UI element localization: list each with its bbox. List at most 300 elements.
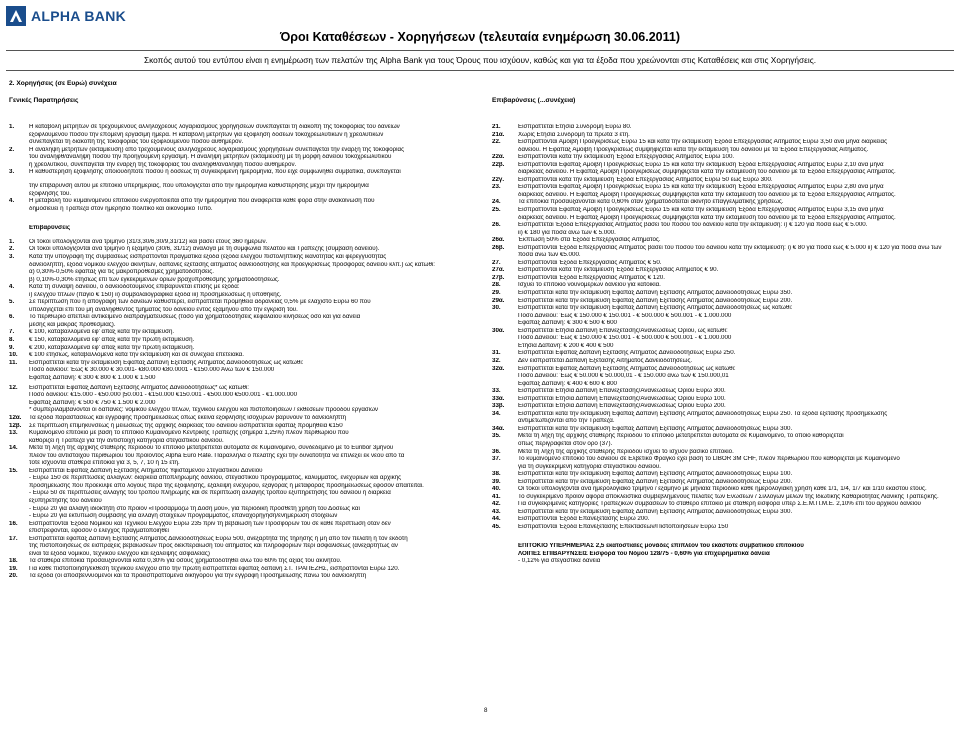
term-text: εξόφλησής του. <box>29 190 72 197</box>
term-row <box>9 475 483 483</box>
term-number: 43. <box>492 508 501 515</box>
term-text: Τα έξοδα (οι αποσβεννυόμενοι και τα προεισπραττόμενα δικηγόρου για την εγγραφή Προσημείωσης πάνω του δανειολήπτη <box>29 573 367 580</box>
term-text: Εισπράττονται Εφάπαξ Αμοιβή Προεγκρίσεως Ευρώ 15 και κατά την εκταμίευση Έξοδα Επεξεργασίας Αιτήματος Ευρώ 2,10 ανά μήνα <box>518 161 884 168</box>
term-text: Μετά τη λήξη της αρχικής σταθερής περιόδου το επιτόκιο μετατρέπεται αυτόματα σε Κυμαινόμενο, συνδεδεμένο με το Euribor 3μήνου <box>29 445 394 452</box>
term-text: εξυπηρέτησης του δανείου <box>29 497 102 504</box>
term-row <box>492 267 954 275</box>
term-row <box>9 543 483 551</box>
term-text: Ποσό Δανείου: Έως € 150.000 € 150.001 - € 500.000 € 500.001 - € 1.000.000 <box>518 335 732 342</box>
term-number: 19. <box>9 565 18 572</box>
divider-top <box>6 50 954 51</box>
term-text: € 100 ετησίως, καταβαλλόμενα κατά την εκταμίευση και σε συνέχεια επετειακά. <box>29 352 244 359</box>
term-number: 16. <box>9 520 18 527</box>
term-row <box>492 320 954 328</box>
term-row <box>492 486 954 494</box>
term-text: - 0,12% για στεγαστικά δάνεια <box>518 558 601 565</box>
term-text: Οι τόκοι υπολογίζονται ανά τρίμηνο ή εξάμηνο (30/6, 31/12) ανάλογα με τη συμφωνία πελάτου και Τραπέζης (σύμβαση δανείου). <box>29 246 380 253</box>
alpha-logo-icon <box>6 6 26 26</box>
term-row <box>492 471 954 479</box>
section-title: 2. Χορηγήσεις (σε Ευρώ) συνέχεια <box>9 80 117 87</box>
term-number: 21. <box>492 124 501 130</box>
term-text: δημοσιεύει η Τράπεζα στον ημερήσιο πολιτικό και οικονομικό Τύπο. <box>29 205 213 212</box>
term-text: ii) € 180 για ποσά άνω των € 5.000. <box>518 229 616 236</box>
term-text: διάρκειας δανείου. Η Εφάπαξ Αμοιβή Προεγκρίσεως συμψηφίζεται κατά την εκταμίευση του δανείου με τα Έξοδα Επεξεργασίας Αιτήματος. <box>518 169 896 176</box>
term-text: Τα επιτόκια προσαυξάνονται κατά 0,60% όταν χρηματοδοτείται ακίνητο επαγγελματικής χρήσεως. <box>518 199 784 206</box>
term-text: Εισπράττεται Ετήσια Δαπάνη Επανεξέτασης/Ανανεώσεως Ορίου, ως κάτωθι: <box>518 327 728 334</box>
term-text: Έκπτωση 50% στα Έξοδα Επεξεργασίας Αιτήματος. <box>518 237 661 244</box>
term-text: Εισπράττεται Ετήσια Δαπάνη Επανεξέτασης/Ανανεώσεως Ορίου Ευρώ 300. <box>518 388 726 395</box>
term-row <box>9 198 483 206</box>
brand-name: ALPHA BANK <box>31 8 127 24</box>
term-text: Κυμαινόμενο επιτόκιο με βάση το επιτόκιο Κυμαινόμενο Κεντρικής Τραπέζης (σήμερα 1,25%) πλέον περιθωρίου που <box>29 430 349 437</box>
term-text: β) 0,10%-0,30% ετησίως επί των εγκεκριμένων ορίων βραχυπρόθεσμης χρηματοδοτήσεως. <box>29 276 280 283</box>
term-number: 33. <box>492 388 501 395</box>
term-row <box>492 222 954 230</box>
term-row <box>9 415 483 423</box>
term-row <box>492 139 954 147</box>
term-number: 27β. <box>492 274 505 281</box>
term-text: Εισπράττεται Ετήσια Δαπάνη Επανεξέτασης/Ανανεώσεως Ορίου Ευρώ 100. <box>518 395 726 402</box>
term-number: 5. <box>9 299 15 306</box>
term-number: 18. <box>9 558 18 565</box>
term-text: Τα έξοδα παραστάσεως και εγγραφής προσημειώσεως όπως εκείνα εξόφλησης ισόχυρων βαρύνουν το δανειολήπτη <box>29 414 347 421</box>
term-text: αντιμετωπίζονται από την Τράπεζα. <box>518 418 615 425</box>
term-row <box>9 400 483 408</box>
term-text: - Ευρώ 150 σε περιπτώσεις αλλαγών: διάρκεια αποπληρωμής δανείου, στεγαστικού προγράμματος, καλύμματος, ενεχυρίων και αρχικής <box>29 475 402 482</box>
term-row <box>9 225 483 239</box>
term-row <box>9 169 483 183</box>
term-text: ή χρεολυτικού, συνεπάγεται την έναρξη της τοκοφορίας του αναληφθ/ανάληψη ποσού αυθημερόν. <box>29 161 297 168</box>
term-text: Εισπράττονται Εφάπαξ Αμοιβή Προεγκρίσεως Ευρώ 15 και κατά την εκταμίευση Έξοδα Επεξεργασίας Αιτήματος Ευρώ 2,80 ανά μήνα <box>518 184 884 191</box>
term-text: Εισπράττεται Ετήσια Δαπάνη Επανεξέτασης/Ανανεώσεως Ορίου Ευρώ 200. <box>518 403 726 410</box>
term-text: Σε περίπτωση επιμηκύνσεως ή μειώσεως της αρχικής διάρκειας του δανείου εισπράττεται εφάπαξ προμήθεια €150 <box>29 422 343 429</box>
term-text: Το περιθώριο απεπλεί αντικείμενο διαπραγματεύσεως (τόσο για χρηματοδοτήσεις κεφαλαίου κινήσεως όσο και για δάνεια <box>29 314 361 321</box>
term-row <box>492 162 954 170</box>
term-row <box>9 438 483 446</box>
term-row <box>9 352 483 360</box>
term-number: 23. <box>492 184 501 191</box>
term-text: i) ελέγχου τίτλων (πάγιο € 150) ii) συμβολαιογραφικά έξοδα iii) προσημειώσεως ή υποθήκης. <box>29 291 282 298</box>
term-number: 26β. <box>492 244 505 251</box>
term-text: Εισπράττεται εφάπαξ Δαπάνη Εξέτασης Αιτήματος Δανειοδοτήσεως Ευρώ 500, ανεξάρτητα της τήρησης ή μη από τον πελάτη ή τον εκδότη <box>29 535 408 542</box>
term-text: Εισπράττεται Έξοδα Επεξεργασίας Αιτήματος βάσει του ποσού του δανείου κατά την εκταμίευση: i) € 120 για ποσά έως € 5.000. <box>518 222 868 229</box>
term-text: Εφάπαξ Δαπάνη: € 500 € 750 € 1.500 € 2.000 <box>29 399 156 406</box>
term-row <box>492 124 954 132</box>
term-text: Εισπράττεται Εφάπαξ Δαπάνη Εξέτασης Αιτήματος Δανειοδοτήσεως Ευρώ 250. <box>518 350 736 357</box>
term-number: 26α. <box>492 237 505 244</box>
term-number: 14. <box>9 445 18 452</box>
term-text: Ετήσια Δαπάνη: € 200 € 400 € 500 <box>518 342 614 349</box>
term-text: Εφάπαξ Δαπάνη: € 400 € 600 € 800 <box>518 380 617 387</box>
term-row <box>492 290 954 298</box>
term-number: 15. <box>9 467 18 474</box>
term-row <box>9 430 483 438</box>
term-text: Εισπράττονται κατά την εκταμίευση Έξοδα Επεξεργασίας Αιτήματος € 90. <box>518 267 719 274</box>
term-text: Το κυμαινόμενο επιτόκιο του δανείου σε Ελβετικό Φράγκο έχει βάση το LIBOR 3Μ CHF, πλέον περιθωρίου που καθορίζεται με Κυμαινόμενο <box>518 456 900 463</box>
term-text: Εισπράττονται Έξοδα Επανεξέτασης Επεκτάσεων/Πιστοποιήσεων Ευρώ 150 <box>518 523 729 530</box>
term-number: 6. <box>9 314 15 321</box>
term-text: Δεν εισπράττεται Δαπάνη Εξέτασης Αιτήματος Δανειοδοτήσεως. <box>518 357 693 364</box>
left-column-header: Γενικές Παρατηρήσεις <box>9 97 79 104</box>
term-text: Ποσό δανείου: Έως € 30.000 € 30.001- €80.000 €80.0001 - €150.000 Άνω των € 150.000 <box>29 367 275 374</box>
term-text: Η καθυστέρηση εξόφλησης οποιουδήποτε ποσού ή δόσεως τη συγκεκριμένη ημερομηνία, που είχε συμφωνηθεί συμβατικά, συνεπάγεται <box>29 169 401 176</box>
term-row <box>492 433 954 441</box>
term-row <box>492 509 954 517</box>
term-row <box>9 246 483 254</box>
term-number: 32α. <box>492 365 505 372</box>
term-row <box>9 162 483 170</box>
term-number: 28. <box>492 282 501 289</box>
term-row <box>492 403 954 411</box>
term-text: εξοφλούμενου ποσού την επόμενη εργάσιμη ημέρα. Η καταβολή μετρητών για εξόφληση δόσεων τοκοχρεωλυτικών ή χρεολυτικών <box>29 131 384 138</box>
term-text: υπολογίζεται επί του μη αναληφθέντος τμήματος του δανείου εντός εξαμήνου από την έγκρισή του. <box>29 306 298 313</box>
term-text: Ποσό Δανείου: Έως € 150.000 € 150.001 - € 500.000 € 500.001 - € 1.000.000 <box>518 312 732 319</box>
term-row <box>9 345 483 353</box>
term-number: 33β. <box>492 403 505 410</box>
term-number: 34. <box>492 410 501 417</box>
term-text: Η καταβολή μετρητών σε τρεχούμενους αλληλόχρεους λογαριασμούς χορηγήσεων συνεπάγεται τη διακοπή της τοκοφορίας του δανείων <box>29 124 400 130</box>
term-row <box>492 154 954 162</box>
term-row <box>492 335 954 343</box>
term-row <box>9 314 483 322</box>
term-row <box>9 139 483 147</box>
page-subtitle: Σκοπός αυτού του εντύπου είναι η ενημέρωση των πελατών της Alpha Bank για τους Όρους που ισχύουν, καθώς και για τα έξοδα που χρεώνονται στις Καταθέσεις και στις Χορηγήσεις. <box>143 55 817 65</box>
term-text: επιστρέφονται, εφόσον ο έλεγχος πραγματοποιηθεί <box>29 528 169 535</box>
term-text: Εισπράττεται κατά την εκταμίευση Εφάπαξ Δαπάνη Εξέτασης Αιτήματος Δανειοδοτήσεως Ευρώ 200. <box>518 478 793 485</box>
term-row <box>492 147 954 155</box>
term-row <box>9 536 483 544</box>
term-row <box>9 124 483 132</box>
term-text: συνεπάγεται τη διακοπή της τοκοφορίας του εξοφλούμενου ποσού αυθημερόν. <box>29 139 244 146</box>
term-row <box>492 524 954 543</box>
term-row <box>492 237 954 245</box>
term-text: Οι τόκοι υπολογίζονται ανά τρίμηνο (31/3,30/6,30/9,31/12) και βάσει έτους 360 ημερών. <box>29 238 268 245</box>
term-row <box>492 358 954 366</box>
term-number: 32. <box>492 357 501 364</box>
term-row <box>9 453 483 461</box>
term-number: 22γ. <box>492 176 505 183</box>
term-text: Η ανάληψη μετρητών (εκταμίευση) από τρεχούμενους αλληλόχρεους λογαριασμούς χορηγήσεων συνεπάγεται την έναρξη της τοκοφορίας <box>29 146 405 153</box>
term-text: Εισπράττεται κατά την εκταμίευση Εφάπαξ Δαπάνη Εξέτασης Αιτήματος Δανειοδοτήσεως ως κάτωθι: <box>29 359 304 366</box>
term-row <box>9 423 483 431</box>
term-row <box>9 132 483 140</box>
term-row <box>9 468 483 476</box>
term-row <box>9 292 483 300</box>
term-row <box>492 192 954 200</box>
term-text: Ισχύει το επιτόκιο νουνομερίων δανείου για κατοικία. <box>518 282 661 289</box>
term-row <box>492 282 954 290</box>
term-number: 8. <box>9 337 15 344</box>
term-row <box>492 449 954 457</box>
term-text: ΕΠΙΤΟΚΙΟ ΥΠΕΡΗΜΕΡΙΑΣ 2,5 εκατοστιαίες μονάδες επιπλέον του εκάστοτε συμβατικού επιτοκίου <box>518 542 804 549</box>
term-row <box>9 513 483 521</box>
term-row <box>9 277 483 285</box>
term-text: Εισπράττεται κατά την εκταμίευση Εφάπαξ Δαπάνη Εξέτασης Αιτήματος Δανειοδοτήσεως Ευρώ 100. <box>518 471 793 478</box>
term-row <box>9 337 483 345</box>
term-text: δανείου. Η Εφάπαξ Αμοιβή Προεγκρίσεως συμψηφίζεται κατά την εκταμίευση του δανείου με τα Έξοδα Επεξεργασίας Αιτήματος. <box>518 146 869 153</box>
term-row <box>9 498 483 506</box>
term-row <box>492 252 954 260</box>
term-number: 30α. <box>492 327 505 334</box>
term-number: 2. <box>9 146 15 153</box>
term-text: Τα σταθερά επιτόκια προσαυξάνονται κατά 0,30% για όσους χρηματοδότηθεί άνω του 60% της αξίας του ακινήτου. <box>29 558 342 565</box>
term-row <box>9 490 483 498</box>
term-number: 12. <box>9 384 18 391</box>
term-text: Εισπράττονται Έξοδα Επεξεργασίας Αιτήματος € 120. <box>518 274 665 281</box>
term-row <box>492 199 954 207</box>
term-number: 22β. <box>492 161 505 168</box>
term-number: 29α. <box>492 297 505 304</box>
term-text: € 150, καταβαλλόμενα εφ' άπαξ κατά την πρώτη εκταμίευση. <box>29 337 195 344</box>
term-number: 10. <box>9 352 18 359</box>
term-row <box>492 305 954 313</box>
term-number: 11. <box>9 359 18 366</box>
term-text: Χωρίς Ετήσια Συνδρομή τα πρώτα 3 έτη. <box>518 131 630 138</box>
term-text: Για κάθε πιστοποιήση/εκθεση τεχνικού ελέγχου από την πρώτη εισπράττεται εφάπαξ δαπάνη ΣΤ. ΤΡΑΠΕΖΗΣ, εισπράττονται Ευρώ 120. <box>29 565 400 572</box>
term-text: * συμπεριλαμβάνονται οι δαπάνες: νομικού ελέγχου τίτλων, τεχνικού ελέγχου και πιστοποιήσεων / εκθέσεων προόδου εργασιών <box>29 407 379 414</box>
left-terms-list <box>9 124 483 581</box>
term-text: όπως περιγράφεται στον όρο (37). <box>518 440 613 447</box>
term-row <box>492 426 954 434</box>
term-number: 40. <box>492 486 501 493</box>
term-text: Εισπράττονται κατά την εκταμίευση Έξοδα Επεξεργασίας Αιτήματος Ευρώ 50 έως Ευρώ 300. <box>518 176 773 183</box>
term-number: 39. <box>492 478 501 485</box>
term-number: 26. <box>492 222 501 229</box>
term-row <box>9 147 483 155</box>
term-number: 20. <box>9 573 18 580</box>
right-column <box>492 98 954 566</box>
term-text: Για συγκεκριμένες κατηγορίες Τραπεζικών συμβάσεων το σταθερό επιτόκιο με σταθερή εισφορά υπέρ Σ.Ε.Μ.Π.Μ.Ε. 2,10% επί του αρχικού δανείου <box>518 501 921 508</box>
term-text: - Ευρώ 50 σε περιπτώσεις αλλαγής του τρόπου πληρωμής και σε περίπτωση αλλαγής τρόπου εξυπηρέτησης του δανείου ή διάρκεια <box>29 490 391 497</box>
term-number: 35. <box>492 433 501 440</box>
term-number: 30. <box>492 305 501 312</box>
term-text: προσημείωσης που προέκυψε από λόγους πέρα της εξόφλησης, εξάλειψη ενεχύρου, εξαγοράς ή μεταφοράς προσημειώσεως εφόσον απαιτείται. <box>29 482 424 489</box>
term-row <box>9 299 483 307</box>
term-row <box>492 411 954 419</box>
term-text: Εισπράττεται κατά την εκταμίευση Εφάπαξ Δαπάνη Εξέτασης Αιτήματος Δανειοδοτήσεως Ευρώ 250. Τα έξοδα εξέτασης προσημείωσης <box>518 410 888 417</box>
term-text: Εισπράττονται Εφάπαξ Αμοιβή Προεγκρίσεως Ευρώ 15 και κατά την εκταμίευση Έξοδα Επεξεργασίας Αιτήματος Ευρώ 3,15 ανά μήνα <box>518 207 884 214</box>
brand-logo <box>6 5 126 27</box>
term-text: € 200, καταβαλλόμενα εφ' άπαξ κατά την πρώτη εκταμίευση. <box>29 344 195 351</box>
term-number: 22α. <box>492 154 505 161</box>
term-text: διάρκειας δανείου. Η Εφάπαξ Αμοιβή Προεγκρίσεως συμψηφίζεται κατά την εκταμίευση του δανείου με τα Έξοδα Επεξεργασίας Αιτήματος. <box>518 191 896 198</box>
term-row <box>9 460 483 468</box>
term-row <box>492 298 954 306</box>
term-text: - Ευρώ 20 για εκτύπωση σύμβασης για αλλαγή στοιχείων προγράμματος, επαναχορήγηση/ενημέρωση στοιχείων <box>29 513 338 520</box>
term-text: Εισπράττεται Εφάπαξ Δαπάνη Εξέτασης Αιτήματος Δανειοδοτήσεως* ως κάτωθι: <box>29 384 250 391</box>
term-row <box>492 441 954 449</box>
term-number: 3. <box>9 169 15 176</box>
term-number: 45. <box>492 523 501 530</box>
term-row <box>492 479 954 487</box>
term-row <box>492 516 954 524</box>
term-number: 41. <box>492 493 501 500</box>
term-row <box>492 456 954 464</box>
term-row <box>492 230 954 238</box>
term-text: Κατά την υπογραφή της συμβάσεως εισπράττονται πραγματικά έξοδα (έξοδα ελέγχου πιστοληπτικής ικανότητας και φερεγγυότητας <box>29 254 387 261</box>
term-text: Ποσό δανείου: €15.000 - €50.000 |50.001 - €150.000 €150.001 - €500.000 €500.001 - €1.000.000 <box>29 392 298 399</box>
term-row <box>492 418 954 426</box>
term-row <box>492 373 954 381</box>
term-number: 12α. <box>9 414 22 421</box>
term-row <box>492 558 954 566</box>
term-row <box>9 506 483 514</box>
term-row <box>492 313 954 321</box>
term-row <box>9 254 483 262</box>
term-row <box>9 284 483 292</box>
term-row <box>9 191 483 199</box>
term-row <box>492 132 954 140</box>
term-row <box>9 262 483 270</box>
term-text: Εισπράττονται Έξοδα Επεξεργασίας Αιτήματος βάσει του ποσού του δανείου κατά την εκταμίευση: i) € 80 για ποσά έως € 5.000 ii) € 120 για ποσά άνω των <box>518 244 942 251</box>
right-terms-list <box>492 124 954 566</box>
term-row <box>492 343 954 351</box>
term-number: 37. <box>492 456 501 463</box>
term-row <box>492 464 954 472</box>
term-row <box>9 329 483 337</box>
term-text: δανειολήπτη, έξοδα νομικού ελέγχου ακινήτων, δαπάνες εξέτασης αιτήματος δανειοδότησης και προεγκρίσεως προσφοράς δανείου κλπ.) ως κάτωθι: <box>29 261 436 268</box>
term-row <box>492 260 954 268</box>
term-row <box>492 207 954 215</box>
term-number: 12β. <box>9 422 22 429</box>
term-text: Εφάπαξ Δαπάνη: € 300 € 800 € 1.000 € 1.500 <box>29 374 156 381</box>
term-text: ΛΟΙΠΕΣ ΕΠΙΒΑΡΥΝΣΕΙΣ Εισφορά του Νόμου 128/75 - 0,60% για επιχειρηματικά δάνεια <box>518 550 770 557</box>
term-row <box>492 388 954 396</box>
term-row <box>492 381 954 389</box>
term-number: 36. <box>492 448 501 455</box>
term-text: Επιβαρύνσεις <box>29 224 71 231</box>
term-number: 1. <box>9 238 15 245</box>
term-number: 34α. <box>492 425 505 432</box>
term-text: - Ευρώ 20 για αλλαγή ιδιοκτήτη στο προϊόν «Προσαρμόζω τη Δόση μου», για περιοδική πρόσθετη χρήση του Δόσεως και <box>29 505 360 512</box>
term-text: α) 0,30%-0,50% εφάπαξ για τις μακροπρόθεσμες χρηματοδοτήσεις. <box>29 269 214 276</box>
term-row <box>9 385 483 393</box>
term-text: Εισπράττονται Έξοδα Επανεξέτασης Ευρώ 200. <box>518 516 650 523</box>
term-row <box>9 521 483 529</box>
term-row <box>492 366 954 374</box>
term-row <box>492 215 954 223</box>
term-row <box>492 328 954 336</box>
term-row <box>492 184 954 192</box>
term-row <box>492 501 954 509</box>
term-number: 17. <box>9 535 18 542</box>
term-row <box>492 177 954 185</box>
term-row <box>492 245 954 253</box>
term-text: Μετά τη λήξη της αρχικής σταθερής περιόδου ισχύει το ισχύον βασικό επιτόκιο. <box>518 448 734 455</box>
term-number: 29. <box>492 290 501 297</box>
term-row <box>9 206 483 225</box>
term-row <box>9 566 483 574</box>
term-text: Εισπράττεται Ετήσια Συνδρομή Ευρώ 80. <box>518 124 632 130</box>
term-number: 7. <box>9 329 15 336</box>
term-number: 4. <box>9 284 15 291</box>
term-text: για τη συγκεκριμένη κατηγορία στεγαστικού δανείου. <box>518 463 661 470</box>
term-number: 21α. <box>492 131 505 138</box>
term-text: Ποσό Δανείου: Έως € 50.000 € 50.000,01 - € 150.000 άνω των € 150.000,01 <box>518 373 729 380</box>
term-text: Εισπράττονται Έξοδα Επεξεργασίας Αιτήματος € 50. <box>518 259 662 266</box>
term-text: μέσης και μακράς προθεσμίας). <box>29 321 116 328</box>
term-text: Σε περίπτωση που η απογραφή των δανείων καθυστερεί, εισπράττεται προμήθεια αδράνειας 0,5% με ελάχιστο Ευρώ 60 που <box>29 299 371 306</box>
term-text: Μετά τη λήξη της αρχικής σταθερής περιόδου το επιτόκιο μετατρέπεται αυτόματα σε Κυμαινόμενο, το οποίο καθορίζεται <box>518 433 844 440</box>
term-text: ποσά άνω των €5.000. <box>518 252 581 259</box>
divider-bottom <box>6 70 954 71</box>
term-number: 38. <box>492 471 501 478</box>
term-number: 4. <box>9 198 15 205</box>
term-row <box>492 543 954 551</box>
term-row <box>9 269 483 277</box>
term-text: Εισπράττεται Εφάπαξ Δαπάνη Εξέτασης Αιτήματος Υφιστάμενου Στεγαστικού Δανείου <box>29 467 263 474</box>
term-text: Το συγκεκριμένο προϊόν αφορά αποκλειστικά συμβεβλημένους πελάτες των Ενώσεων / Σιλλόγων μελών της Ιδιωτικής Καθαριότητας Λιανικής Τραπεζικής. <box>518 493 939 500</box>
term-number: 33α. <box>492 395 505 402</box>
term-text: Οι τόκοι υπολογίζονται ανά ημερολογιακό τρίμηνο / εξάμηνο με μηνιαία περιοδικό κάθε ημερολογιακή χρήση κάθε 1/1, 1/4, 1/7 και 1/10 εκάστου έτους. <box>518 486 927 493</box>
term-text: Εισπράττονται κατά την εκταμίευση Έξοδα Επεξεργασίας Αιτήματος Ευρώ 100. <box>518 154 735 161</box>
term-row <box>492 275 954 283</box>
term-row <box>9 360 483 368</box>
term-row <box>9 551 483 559</box>
term-row <box>9 407 483 415</box>
term-text: της πιστοποιήσεως σε εισπράξεις βεβαιώσεων προς διεκπεραίωση του αίτηματος και πληροφοριών περί ασφαλίσεως (ανεξαρτήτως αν <box>29 543 398 550</box>
term-row <box>9 307 483 315</box>
term-number: 27α. <box>492 267 505 274</box>
term-number: 9. <box>9 344 15 351</box>
term-row <box>9 375 483 385</box>
term-row <box>492 551 954 559</box>
term-text: Η μεταβολή του κυμαινόμενου επιτοκίου ενεργοποιείται από την ημερομηνία που αναφέρεται κάθε φορά στην ανακοίνωση που <box>29 198 375 205</box>
term-text: Εισπράττεται κατά την εκταμίευση Εφάπαξ Δαπάνη Εξέτασης Αιτήματος Δανειοδοτήσεως Ευρώ 300. <box>518 508 793 515</box>
term-number: 1. <box>9 124 15 130</box>
term-text: Κατά τη σύναψη δανείου, ο δανειοδοτούμενος επιβαρύνεται επίσης με έξοδα: <box>29 284 240 291</box>
term-row <box>9 445 483 453</box>
term-text: καθορίζει η Τράπεζα για την αντίστοιχη κατηγορία στεγαστικού δανείου. <box>29 437 224 444</box>
term-text: πλέον του αντιστοίχου περιθωρίου του προϊόντος Alpha Euro Rate. Παράλληλα ο πελάτης έχει την δυνατότητα να επιλέξει εκ νέου από τα <box>29 452 405 459</box>
term-row <box>9 573 483 581</box>
page-title: Όροι Καταθέσεων - Χορηγήσεων (τελευταία ενημέρωση 30.06.2011) <box>279 30 681 44</box>
term-text: Εισπράττονται Αμοιβή Προεγκρίσεως Ευρώ 15 και κατά την εκταμίευση Έξοδα Επεξεργασίας Αιτήματος Ευρώ 3,50 ανά μήνα διάρκειας <box>518 139 888 146</box>
term-number: 31. <box>492 350 501 357</box>
term-row <box>9 239 483 247</box>
term-text: τότε ισχύοντα σταθερά επιτόκια για 3, 5, 7, 10 ή 15 έτη. <box>29 460 180 467</box>
term-row <box>9 483 483 491</box>
left-column <box>9 98 483 581</box>
term-number: 27. <box>492 259 501 266</box>
term-number: 44. <box>492 516 501 523</box>
term-text: € 100, καταβαλλόμενα εφ' άπαξ κατά την εκταμίευση. <box>29 329 175 336</box>
term-text: Εισπράττονται Έξοδα Νομικού και Τεχνικού Ελέγχου Ευρώ 235 πριν τη βεβαίωση των Προσφορών του σε κάθε περίπτωση όταν δεν <box>29 520 391 527</box>
term-number: 22. <box>492 139 501 146</box>
term-text: την επιβάρυνση αυτού με επιτόκιο υπερημερίας, που υπολογίζεται από την ημερομηνία καθυστέρησης μέχρι την ημερομηνία <box>29 183 369 190</box>
term-row <box>9 154 483 162</box>
term-text: Εισπράττεται κατά την εκταμίευση Εφάπαξ Δαπάνη Εξέτασης Αιτήματος Δανειοδοτήσεως Ευρώ 300. <box>518 425 793 432</box>
term-text: του αναληφθ/ανάληψη ποσού την προηγούμενη εργάσιμη. Η ανάληψη μετρητών (εκταμίευση) με τη μορφή δανείου τοκοχρεωλυτικού <box>29 154 392 161</box>
term-row <box>492 350 954 358</box>
term-text: Εισπράττεται Εφάπαξ Δαπάνη Εξέτασης Αιτήματος Δανειοδοτήσεως ως κάτωθι: <box>518 365 736 372</box>
term-row <box>9 367 483 375</box>
term-text: Εισπράττεται κατά την εκταμίευση Εφάπαξ Δαπάνη Εξέτασης Αιτήματος Δανειοδοτήσεως Ευρώ 200. <box>518 297 793 304</box>
term-text: Εφάπαξ Δαπάνη: € 300 € 500 € 600 <box>518 320 617 327</box>
term-number: 13. <box>9 430 18 437</box>
term-row <box>9 392 483 400</box>
term-row <box>9 322 483 330</box>
term-text: διάρκειας δανείου. Η Εφάπαξ Αμοιβή Προεγκρίσεως συμψηφίζεται κατά την εκταμίευση του δανείου με τα Έξοδα Επεξεργασίας Αιτήματος. <box>518 214 896 221</box>
term-row <box>9 528 483 536</box>
term-number: 2. <box>9 246 15 253</box>
term-row <box>9 558 483 566</box>
term-text: Εισπράττεται κατά την εκταμίευση Εφάπαξ Δαπάνη Εξέτασης Αιτήματος Δανειοδοτήσεως ως κάτωθι: <box>518 305 793 312</box>
term-text: Εισπράττεται κατά την εκταμίευση Εφάπαξ Δαπάνη Εξέτασης Αιτήματος Δανειοδοτήσεως Ευρώ 350. <box>518 290 793 297</box>
term-number: 25. <box>492 207 501 214</box>
term-number: 24. <box>492 199 501 206</box>
term-row <box>492 169 954 177</box>
